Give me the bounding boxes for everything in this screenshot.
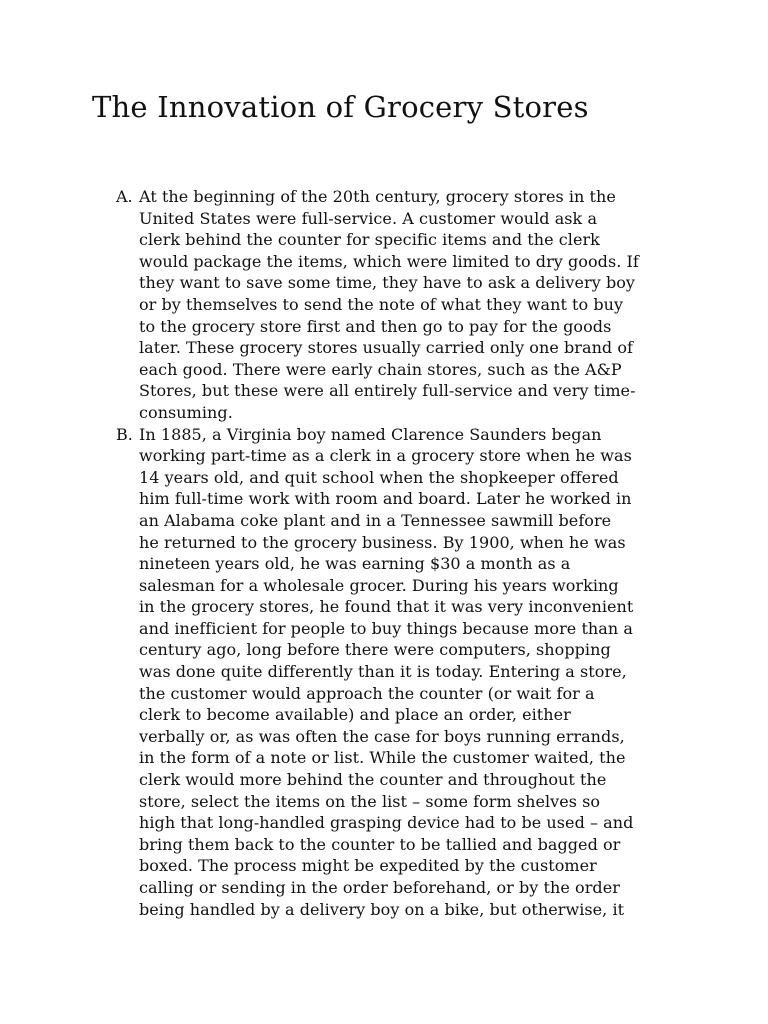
paragraph-line: boxed. The process might be expedited by the customer	[139, 856, 597, 876]
paragraph-line: In 1885, a Virginia boy named Clarence Saunders began	[139, 424, 602, 444]
paragraph-line: and inefficient for people to buy things because more than a	[139, 618, 633, 638]
list-item-marker: B.	[116, 424, 133, 444]
paragraph-line: United States were full-service. A customer would ask a	[139, 208, 598, 228]
paragraph-line: consuming.	[139, 402, 233, 422]
paragraph-line: calling or sending in the order beforehand, or by the order	[139, 878, 620, 897]
paragraph-line: clerk would more behind the counter and throughout the	[139, 770, 607, 790]
document-title: The Innovation of Grocery Stores	[92, 90, 589, 124]
paragraph-line: the customer would approach the counter (or wait for a	[139, 683, 595, 703]
paragraph-line: or by themselves to send the note of what they want to buy	[139, 294, 624, 314]
list-item-marker: A.	[116, 187, 133, 206]
paragraph-line: salesman for a wholesale grocer. During his years working	[139, 575, 619, 595]
paragraph-line: each good. There were early chain stores, such as the A&P	[139, 359, 622, 379]
paragraph-line: they want to save some time, they have to ask a delivery boy	[139, 273, 636, 293]
paragraph-line: an Alabama coke plant and in a Tennessee sawmill before	[139, 510, 612, 530]
paragraph-line: working part-time as a clerk in a grocery store when he was	[139, 446, 632, 466]
paragraph-line: Stores, but these were all entirely full-service and very time-	[139, 381, 636, 401]
paragraph-line: century ago, long before there were computers, shopping	[139, 640, 611, 660]
paragraph-line: verbally or, as was often the case for boys running errands,	[139, 726, 625, 746]
paragraph-line: high that long-handled grasping device had to be used – and	[139, 813, 634, 833]
paragraph-line: bring them back to the counter to be tallied and bagged or	[139, 834, 621, 854]
paragraph-line: nineteen years old, he was earning $30 a month as a	[139, 554, 571, 574]
paragraph-line: was done quite differently than it is today. Entering a store,	[139, 662, 627, 682]
list-item	[116, 186, 676, 424]
paragraph-line: being handled by a delivery boy on a bike, but otherwise, it	[139, 899, 625, 919]
paragraph-line: At the beginning of the 20th century, grocery stores in the	[139, 187, 616, 206]
paragraph-line: clerk behind the counter for specific items and the clerk	[139, 230, 600, 250]
lettered-list	[116, 186, 676, 920]
paragraph-line: he returned to the grocery business. By 1900, when he was	[139, 532, 626, 552]
paragraph-line: 14 years old, and quit school when the shopkeeper offered	[139, 467, 619, 487]
paragraph-line: to the grocery store first and then go to pay for the goods	[139, 316, 612, 336]
paragraph-line: later. These grocery stores usually carried only one brand of	[139, 338, 634, 358]
list-item	[116, 424, 676, 921]
paragraph-line: in the form of a note or list. While the customer waited, the	[139, 748, 626, 768]
paragraph-line: him full-time work with room and board. Later he worked in	[139, 489, 632, 509]
paragraph-line: store, select the items on the list – some form shelves so	[139, 791, 601, 811]
paragraph-line: would package the items, which were limited to dry goods. If	[139, 251, 639, 271]
paragraph-line: in the grocery stores, he found that it was very inconvenient	[139, 597, 634, 617]
paragraph-line: clerk to become available) and place an order, either	[139, 705, 571, 725]
